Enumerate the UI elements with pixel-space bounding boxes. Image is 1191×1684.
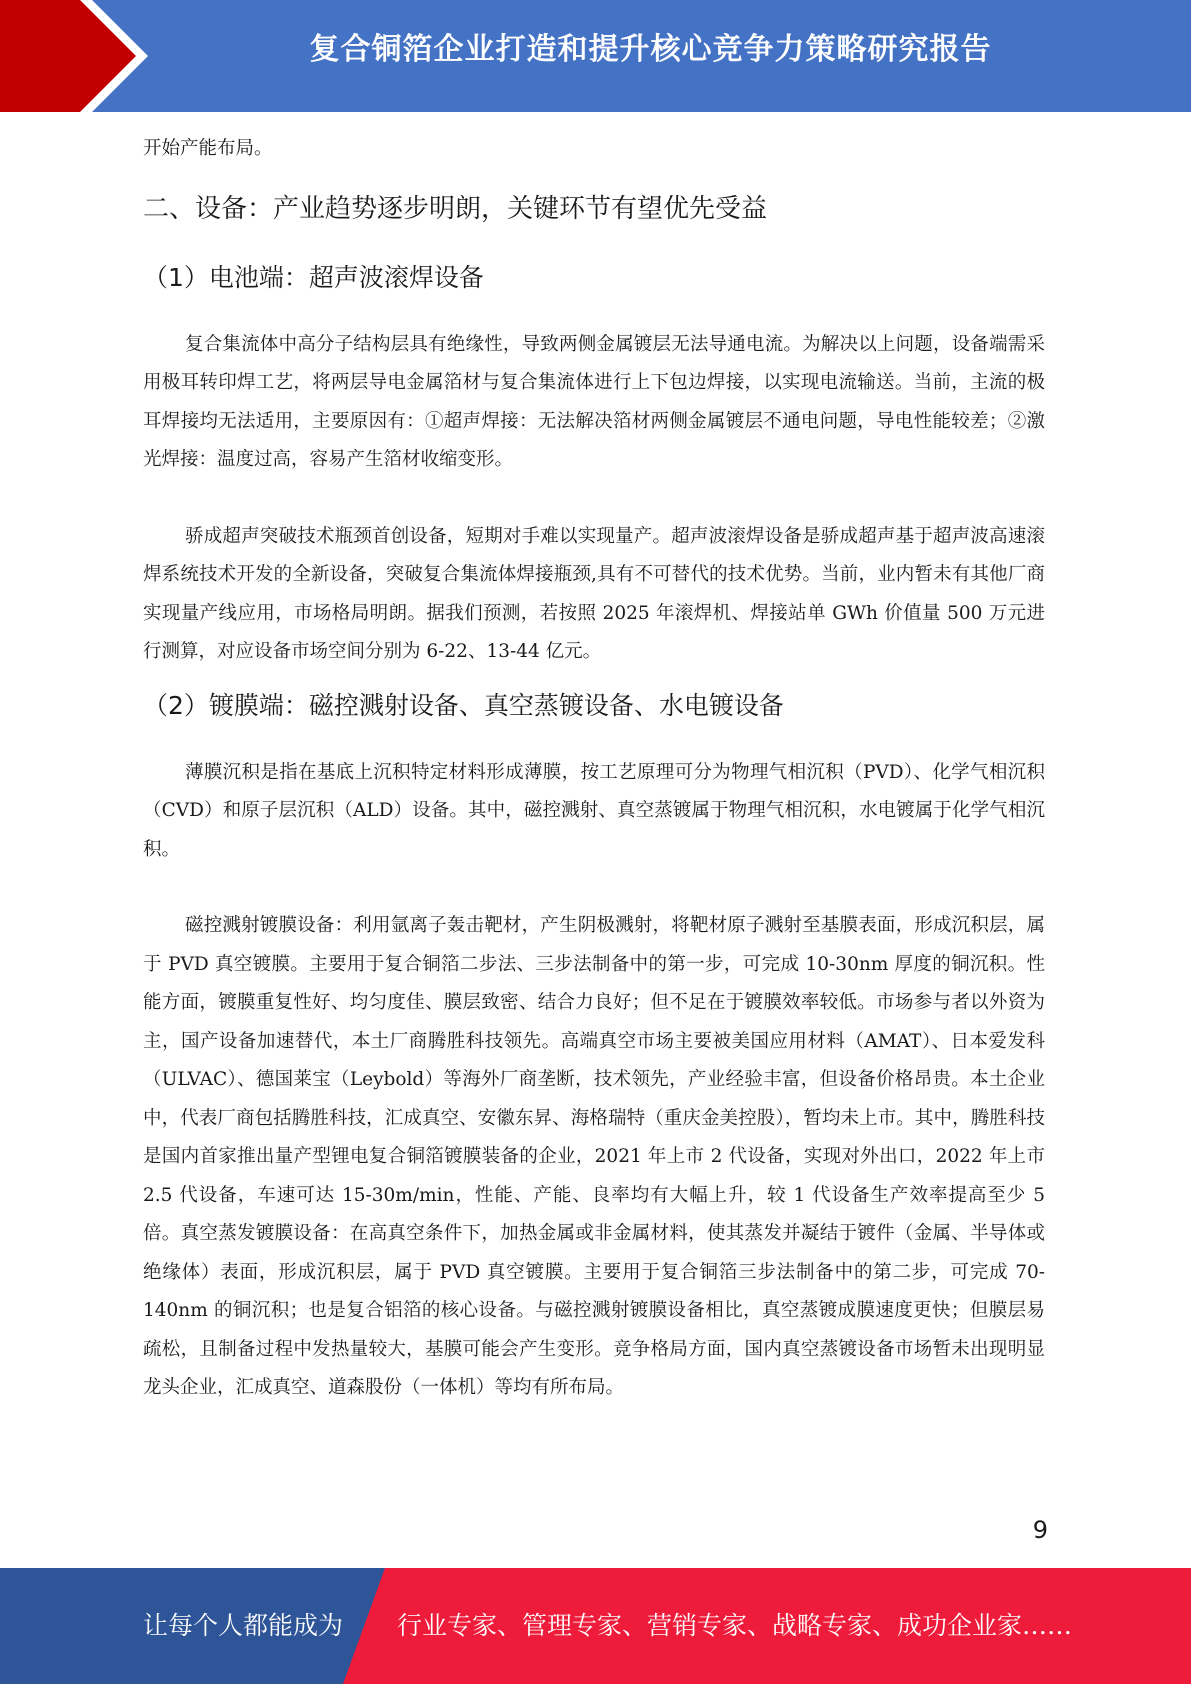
page-footer [0, 1568, 1191, 1684]
paragraph-jiaocheng: 骄成超声突破技术瓶颈首创设备，短期对手难以实现量产。超声波滚焊设备是骄成超声基于超声波高速滚焊系统技术开发的全新设备，突破复合集流体焊接瓶颈,具有不可替代的技术优势。当前，业内暂未有其他厂商实现量产线应用，市场格局明朗。据我们预测，若按照 2025 年滚焊机、焊接站单 GWh 价值量 500 万元进行测算，对应设备市场空间分别为 6-22、13-44 亿元。 [143, 525, 1045, 662]
header-title: 复合铜箔企业打造和提升核心竞争力策略研究报告 [309, 32, 992, 67]
subsection-heading-battery: （1）电池端：超声波滚焊设备 [143, 262, 484, 292]
subsection-heading-coating: （2）镀膜端：磁控溅射设备、真空蒸镀设备、水电镀设备 [143, 690, 784, 720]
section-heading: 二、设备：产业趋势逐步明朗，关键环节有望优先受益 [143, 193, 768, 224]
document-body [143, 130, 1045, 1408]
page-number: 9 [1032, 1516, 1048, 1544]
footer-slogan-right: 行业专家、管理专家、营销专家、战略专家、成功企业家…… [397, 1611, 1073, 1640]
paragraph-battery-welding: 复合集流体中高分子结构层具有绝缘性，导致两侧金属镀层无法导通电流。为解决以上问题，设备端需采用极耳转印焊工艺，将两层导电金属箔材与复合集流体进行上下包边焊接，以实现电流输送。当前，主流的极耳焊接均无法适用，主要原因有：①超声焊接：无法解决箔材两侧金属镀层不通电问题，导电性能较差；②激光焊接：温度过高，容易产生箔材收缩变形。 [143, 333, 1045, 470]
intro-line: 开始产能布局。 [143, 138, 273, 159]
page-header [0, 0, 1191, 112]
paragraph-sputtering: 磁控溅射镀膜设备：利用氩离子轰击靶材，产生阴极溅射，将靶材原子溅射至基膜表面，形成沉积层，属于 PVD 真空镀膜。主要用于复合铜箔二步法、三步法制备中的第一步，可完成 10-30nm 厚度的铜沉积。性能方面，镀膜重复性好、均匀度佳、膜层致密、结合力良好；但不足在于镀膜效率较低。市场参与者以外资为主，国产设备加速替代，本土厂商腾胜科技领先。高端真空市场主要被美国应用材料（AMAT）、日本爱发科（ULVAC）、德国莱宝（Leybold）等海外厂商垄断，技术领先，产业经验丰富，但设备价格昂贵。本土企业中，代表厂商包括腾胜科技，汇成真空、安徽东昇、海格瑞特（重庆金美控股），暂均未上市。其中，腾胜科技是国内首家推出量产型锂电复合铜箔镀膜装备的企业，2021 年上市 2 代设备，实现对外出口，2022 年上市 2.5 代设备，车速可达 15-30m/min，性能、产能、良率均有大幅上升，较 1 代设备生产效率提高至少 5 倍。真空蒸发镀膜设备：在高真空条件下，加热金属或非金属材料，使其蒸发并凝结于镀件（金属、半导体或绝缘体）表面，形成沉积层，属于 PVD 真空镀膜。主要用于复合铜箔三步法制备中的第二步，可完成 70-140nm 的铜沉积；也是复合铝箔的核心设备。与磁控溅射镀膜设备相比，真空蒸镀成膜速度更快；但膜层易疏松，且制备过程中发热量较大，基膜可能会产生变形。竞争格局方面，国内真空蒸镀设备市场暂未出现明显龙头企业，汇成真空、道森股份（一体机）等均有所布局。 [143, 915, 1045, 1398]
footer-slogan-left: 让每个人都能成为 [143, 1611, 344, 1640]
paragraph-thin-film: 薄膜沉积是指在基底上沉积特定材料形成薄膜，按工艺原理可分为物理气相沉积（PVD）、化学气相沉积（CVD）和原子层沉积（ALD）设备。其中，磁控溅射、真空蒸镀属于物理气相沉积，水电镀属于化学气相沉积。 [143, 761, 1045, 860]
